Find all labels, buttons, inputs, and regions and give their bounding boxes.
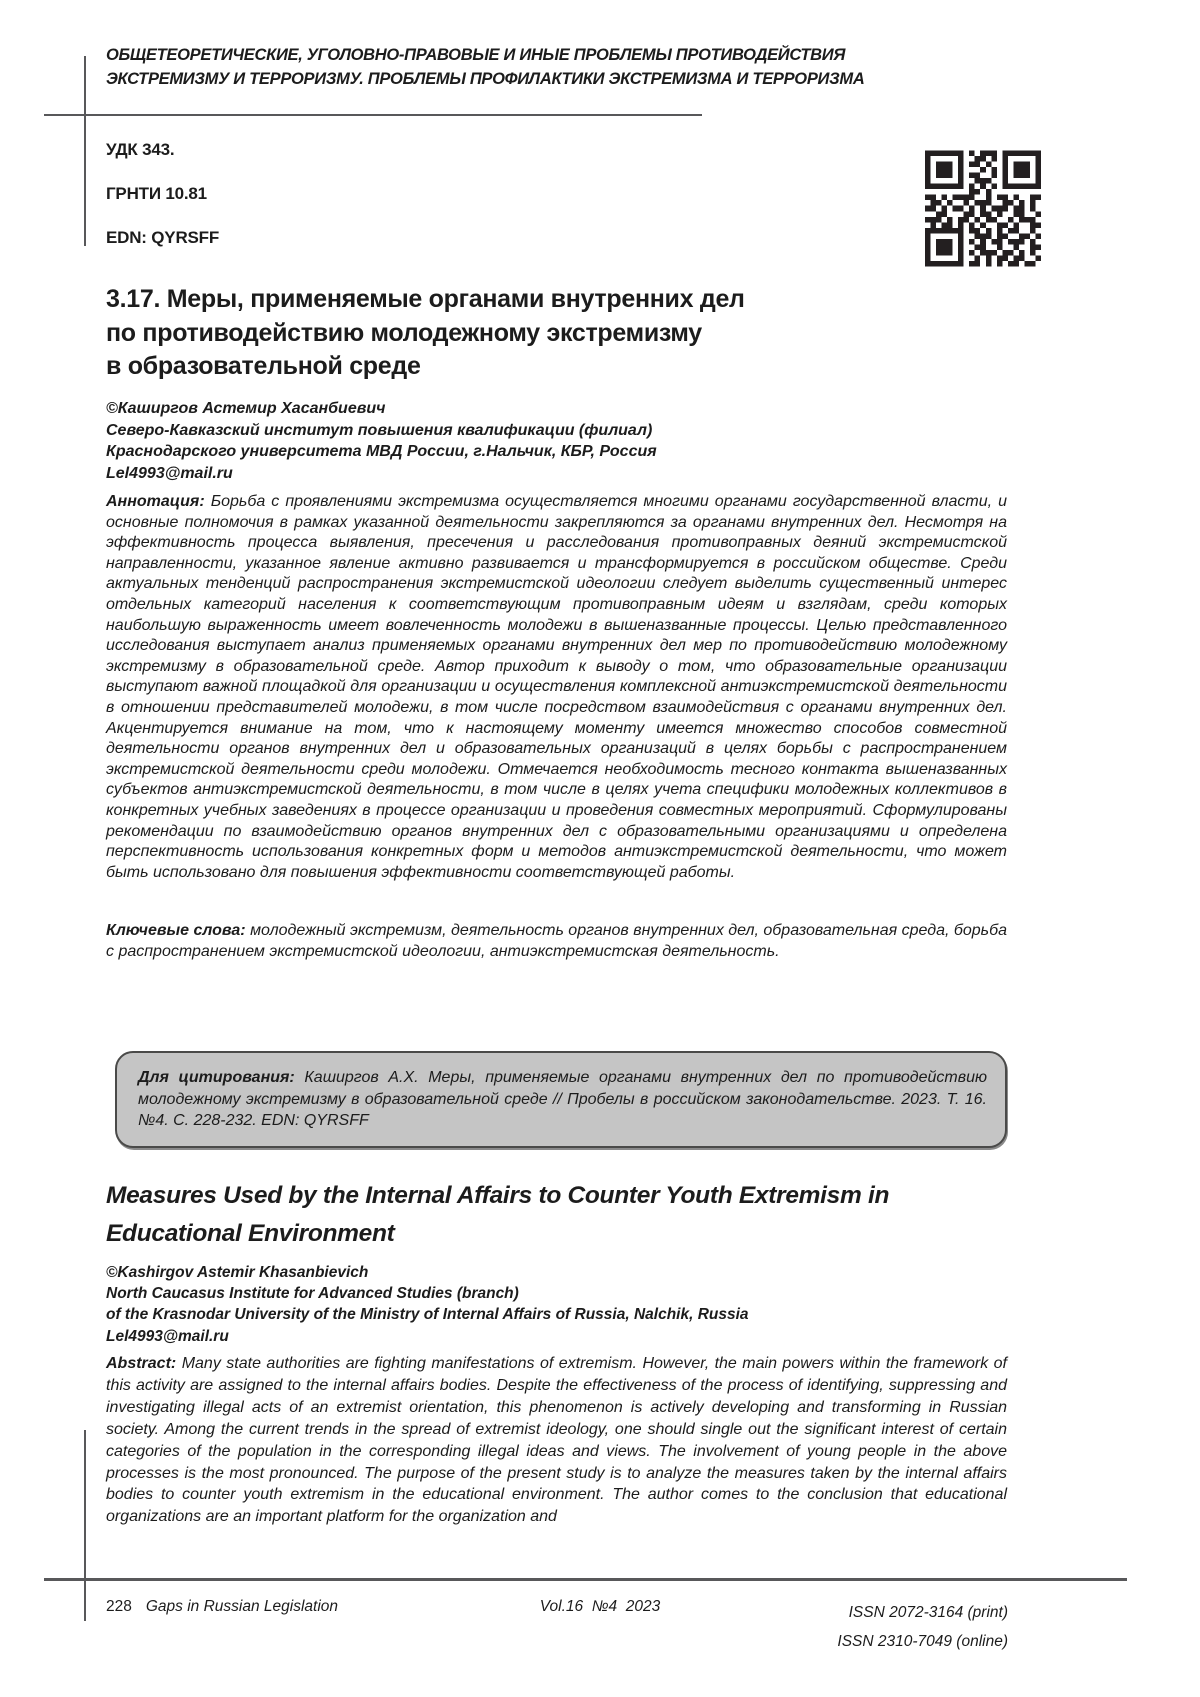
affiliation-en-line1: North Caucasus Institute for Advanced Studies (branch) [106,1285,519,1303]
citation-label: Для цитирования: [138,1069,305,1086]
annotation-label: Аннотация: [106,493,211,510]
footer-left [106,1598,338,1616]
author-block-ru [106,398,946,484]
keywords-label: Ключевые слова: [106,922,251,939]
journal-title: Gaps in Russian Legislation [145,1598,339,1615]
annotation-paragraph [106,492,1007,883]
edn-label: EDN: QYRSFF [106,228,220,247]
annotation-text: Борьба с проявлениями экстремизма осуществляется многими органами государственной власти, и основные полномочия в рамках указанной деятельности закрепляются за органами внутренних дел. Несмотря на эффективность процесса выявления, пресечения и расследования противоправных деяний экстремистской направленности, указанное явление активно развивается и трансформируется в российском обществе. Среди актуальных тенденций распространения экстремистской идеологии следует выделить существенный интерес отдельных категорий населения к соответствующим противоправным идеям и взглядам, среди которых наибольшую выраженность имеет вовлеченность молодежи в вышеназванные процессы. Целью представленного исследования выступает анализ применяемых органами внутренних дел мер по противодействию молодежному экстремизму в образовательной среде. Автор приходит к выводу о том, что образовательные организации выступают важной площадкой для организации и осуществления комплексной антиэкстремистской деятельности в отношении представителей молодежи, в том числе посредством взаимодействия с органами внутренних дел. Акцентируется внимание на том, что к настоящему моменту имеется множество способов совместной деятельности органов внутренних дел и образовательных организаций в целях борьбы с распространением экстремистской деятельности среди молодежи. Отмечается необходимость тесного контакта вышеназванных субъектов антиэкстремистской деятельности, в том числе в целях учета специфики молодежных коллективов в конкретных учебных заведениях в процессе организации и проведения совместных мероприятий. Сформулированы рекомендации по взаимодействию органов внутренних дел с образовательными организациями и определена перспективность использования конкретных форм и методов антиэкстремистской деятельности, что может быть использовано для повышения эффективности соответствующей работы. [106,493,1007,881]
left-margin-rule-bottom [84,1430,86,1621]
author-name-en: ©Kashirgov Astemir Khasanbievich [106,1264,369,1281]
qr-code-icon [925,150,1041,267]
header-divider-rule [44,114,702,116]
affiliation-en-line2: of the Krasnodar University of the Ministry of Internal Affairs of Russia, Nalchik, Russia [106,1306,749,1324]
keywords-paragraph [106,921,1007,962]
page-number: 228 [106,1598,132,1615]
left-margin-rule-top [84,56,86,246]
footer-divider-rule [44,1578,1127,1581]
volume-issue: Vol.16 №4 2023 [539,1598,661,1615]
article-title-en: Measures Used by the Internal Affairs to Counter Youth Extremism in Educational Environment [106,1182,890,1247]
article-title-ru: 3.17. Меры, применяемые органами внутренних дел по противодействию молодежному экстремизму в образовательной среде [106,285,745,380]
author-block-en [106,1262,966,1347]
udk-label: УДК 343. [106,140,175,159]
issn-online: ISSN 2310-7049 (online) [837,1633,1008,1650]
issn-print: ISSN 2072-3164 (print) [848,1604,1008,1621]
keywords-text: молодежный экстремизм, деятельность органов внутренних дел, образовательная среда, борьба с распространением экстремистской идеологии, антиэкстремистская деятельность. [106,922,1007,960]
running-head: ОБЩЕТЕОРЕТИЧЕСКИЕ, УГОЛОВНО-ПРАВОВЫЕ И ИНЫЕ ПРОБЛЕМЫ ПРОТИВОДЕЙСТВИЯ ЭКСТРЕМИЗМУ И ТЕРРОРИЗМУ. ПРОБЛЕМЫ ПРОФИЛАКТИКИ ЭКСТРЕМИЗМА И ТЕРРОРИЗМА [106,46,865,88]
affiliation-ru-line1: Северо-Кавказский институт повышения квалификации (филиал) [106,421,653,439]
author-email-en: Lel4993@mail.ru [106,1327,229,1345]
citation-text: Каширгов А.Х. Меры, применяемые органами внутренних дел по противодействию молодежному экстремизму в образовательной среде // Пробелы в российском законодательстве. 2023. Т. 16. №4. С. 228-232. EDN: QYRSFF [138,1069,987,1130]
citation-box [115,1051,1007,1148]
abstract-label: Abstract: [106,1355,182,1372]
abstract-paragraph [106,1353,1007,1528]
author-email-ru: Lel4993@mail.ru [106,464,233,482]
grnti-label: ГРНТИ 10.81 [106,184,207,203]
issn-block [708,1598,1008,1656]
author-name-ru: ©Каширгов Астемир Хасанбиевич [106,400,386,417]
affiliation-ru-line2: Краснодарского университета МВД России, г.Нальчик, КБР, Россия [106,443,657,461]
abstract-text: Many state authorities are fighting manifestations of extremism. However, the main powers within the framework of this activity are assigned to the internal affairs bodies. Despite the effectiveness of the process of identifying, suppressing and investigating illegal acts of an extremist orientation, this phenomenon is actively developing and transforming in Russian society. Among the current trends in the spread of extremist ideology, one should single out the significant interest of certain categories of the population in the corresponding illegal ideas and views. The involvement of young people in the above processes is the most pronounced. The purpose of the present study is to analyze the measures taken by the internal affairs bodies to counter youth extremism in the educational environment. The author comes to the conclusion that educational organizations are an important platform for the organization and [106,1355,1007,1526]
